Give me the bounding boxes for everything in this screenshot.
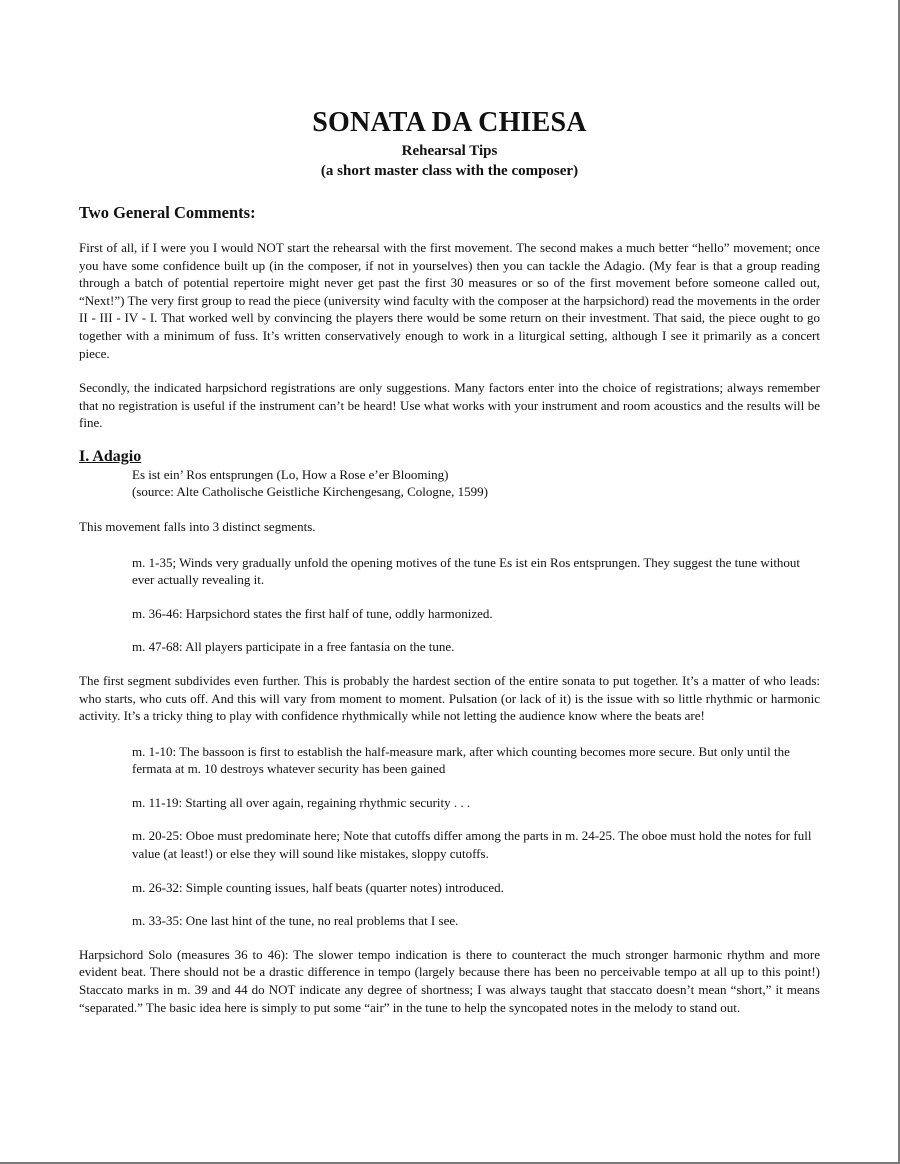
segments-intro: This movement falls into 3 distinct segments.: [79, 518, 316, 534]
segment-item: m. 1-35; Winds very gradually unfold the opening motives of the tune Es ist ein Ros entsprungen. They suggest the tune without ever actually revealing it.: [132, 554, 801, 588]
tune-source: (source: Alte Catholische Geistliche Kirchengesang, Cologne, 1599): [132, 484, 488, 500]
segment-item: m. 36-46: Harpsichord states the first half of tune, oddly harmonized.: [132, 605, 493, 621]
movement-heading-adagio: I. Adagio: [79, 447, 142, 465]
general-comment-first: First of all, if I were you I would NOT start the rehearsal with the first movement. The second makes a much better “hello” movement; once you have some confidence built up (in the composer, if not in yourselves) then you can tackle the Adagio. (My fear is that a group reading through a batch of potential repertoire might never get past the first 30 measures or so of the first movement before someone called out, “Next!”) The very first group to read the piece (university wind faculty with the composer at the harpsichord) read the movements in the order II - III - IV - I. That worked well by convincing the players there would be some return on their investment. That said, the piece ought to go together with a minimum of fuss. It’s written conservatively enough to work in a liturgical setting, although I see it primarily as a concert piece.: [79, 240, 820, 361]
segment-item: m. 47-68: All players participate in a free fantasia on the tune.: [132, 639, 455, 655]
tune-title: Es ist ein’ Ros entsprungen (Lo, How a Rose e’er Blooming): [132, 466, 449, 482]
general-comment-second: Secondly, the indicated harpsichord registrations are only suggestions. Many factors enter into the choice of registrations; always remember that no registration is useful if the instrument can’t be heard! Use what works with your instrument and room acoustics and the results will be fine.: [79, 380, 820, 431]
first-segment-paragraph: The first segment subdivides even further. This is probably the hardest section of the entire sonata to put together. It’s a matter of who leads: who starts, who cuts off. And this will vary from moment to moment. Pulsation (or lack of it) is the issue with so little rhythmic or harmonic activity. It’s a tricky thing to play with confidence rhythmically while not letting the audience know where the beats are!: [79, 672, 820, 724]
subsegment-item: m. 11-19: Starting all over again, regaining rhythmic security . . .: [132, 794, 471, 810]
subsegment-item: m. 26-32: Simple counting issues, half beats (quarter notes) introduced.: [132, 879, 504, 895]
general-comments-heading: Two General Comments:: [79, 203, 256, 222]
document-title: SONATA DA CHIESA: [312, 107, 587, 138]
subsegment-item: m. 20-25: Oboe must predominate here; Note that cutoffs differ among the parts in m. 24-25. The oboe must hold the notes for full value (at least!) or else they will sound like mistakes, sloppy cutoffs.: [132, 828, 812, 862]
document-subtitle: Rehearsal Tips: [401, 143, 498, 159]
subsegment-item: m. 33-35: One last hint of the tune, no real problems that I see.: [132, 913, 459, 929]
subsegment-item: m. 1-10: The bassoon is first to establish the half-measure mark, after which counting becomes more secure. But only until the fermata at m. 10 destroys whatever security has been gained: [132, 743, 790, 777]
harpsichord-solo-paragraph: Harpsichord Solo (measures 36 to 46): The slower tempo indication is there to counteract the much stronger harmonic rhythm and more evident beat. There should not be a drastic difference in tempo (largely because there has been no perceivable tempo at all up to this point!) Staccato marks in m. 39 and 44 do NOT indicate any degree of shortness; I was always taught that staccato doesn’t mean “short,” it means “separated.” The basic idea here is simply to put some “air” in the tune to help the syncopated notes in the melody to stand out.: [79, 946, 820, 1015]
document-subtitle-note: (a short master class with the composer): [320, 163, 579, 179]
